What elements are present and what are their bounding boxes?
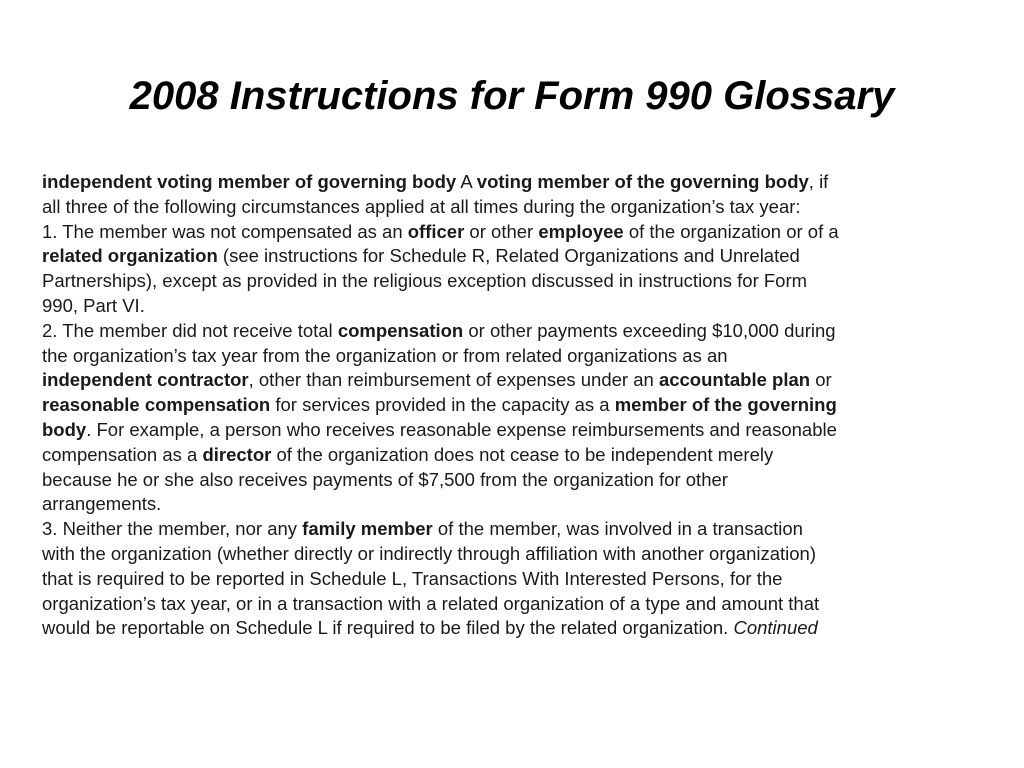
definition-text: for services provided in the capacity as a [270,394,615,416]
definition-text: . For example, a person who receives reasonable expense reimbursements and reasonable [86,418,837,440]
definition-text: A [456,171,477,192]
definition-line [42,393,992,418]
definition-line [42,220,992,245]
definition-line [42,542,992,567]
definition-text: (see instructions for Schedule R, Related Organizations and Unrelated [217,245,800,267]
definition-text: or other [464,220,539,242]
glossary-term: compensation [337,319,464,341]
definition-text: or other payments exceeding $10,000 during [463,319,836,341]
definition-text: of the organization or of a [623,220,839,242]
glossary-term: employee [538,220,624,242]
continued-label: Continued [733,617,818,639]
definition-text: of the member, was involved in a transaction [432,518,803,540]
glossary-term: officer [407,220,465,242]
definition-text: all three of the following circumstances applied at all times during the organization’s tax year: [42,195,801,217]
glossary-term: related organization [42,245,218,267]
definition-line [42,170,992,195]
slide-title: 2008 Instructions for Form 990 Glossary [129,74,895,118]
definition-line [42,195,992,220]
definition-text: the organization’s tax year from the organization or from related organizations as an [42,344,728,366]
definition-text: or [810,369,832,391]
definition-line [42,344,992,369]
definition-text: Partnerships), except as provided in the religious exception discussed in instructions for Form [42,270,808,292]
definition-line [42,443,992,468]
glossary-term: accountable plan [658,369,811,391]
glossary-term: independent contractor [42,369,249,391]
definition-text: compensation as a [42,443,203,465]
definition-text: of the organization does not cease to be independent merely [271,443,774,465]
definition-text: 3. Neither the member, nor any [42,518,303,540]
definition-text: , if [808,171,829,192]
definition-text: that is required to be reported in Schedule L, Transactions With Interested Persons, for the [42,567,783,589]
glossary-term: independent voting member of governing body [42,171,457,192]
glossary-term: member of the governing [614,394,837,416]
definition-line [42,368,992,393]
glossary-term: voting member of the governing body [476,171,809,192]
definition-line [42,616,992,641]
glossary-term: body [42,418,87,440]
definition-text: arrangements. [42,493,162,515]
definition-text: , other than reimbursement of expenses under an [248,369,659,391]
glossary-term: family member [302,518,433,540]
definition-line [42,319,992,344]
glossary-term: reasonable compensation [42,394,271,416]
definition-line [42,294,992,319]
definition-line [42,517,992,542]
definition-line [42,492,992,517]
definition-line [42,418,992,443]
definition-text: organization’s tax year, or in a transaction with a related organization of a type and amount that [42,592,820,614]
definition-line [42,269,992,294]
definition-line [42,592,992,617]
definition-line [42,244,992,269]
definition-text: with the organization (whether directly or indirectly through affiliation with another organization) [42,542,816,564]
definition-text: because he or she also receives payments of $7,500 from the organization for other [42,468,728,490]
definition-text: 1. The member was not compensated as an [42,220,408,242]
glossary-definition [42,170,992,641]
definition-line [42,567,992,592]
definition-text: 2. The member did not receive total [42,319,338,341]
definition-line [42,468,992,493]
glossary-term: director [202,443,272,465]
definition-text: 990, Part VI. [42,294,145,316]
definition-text: would be reportable on Schedule L if required to be filed by the related organization. [42,617,734,639]
